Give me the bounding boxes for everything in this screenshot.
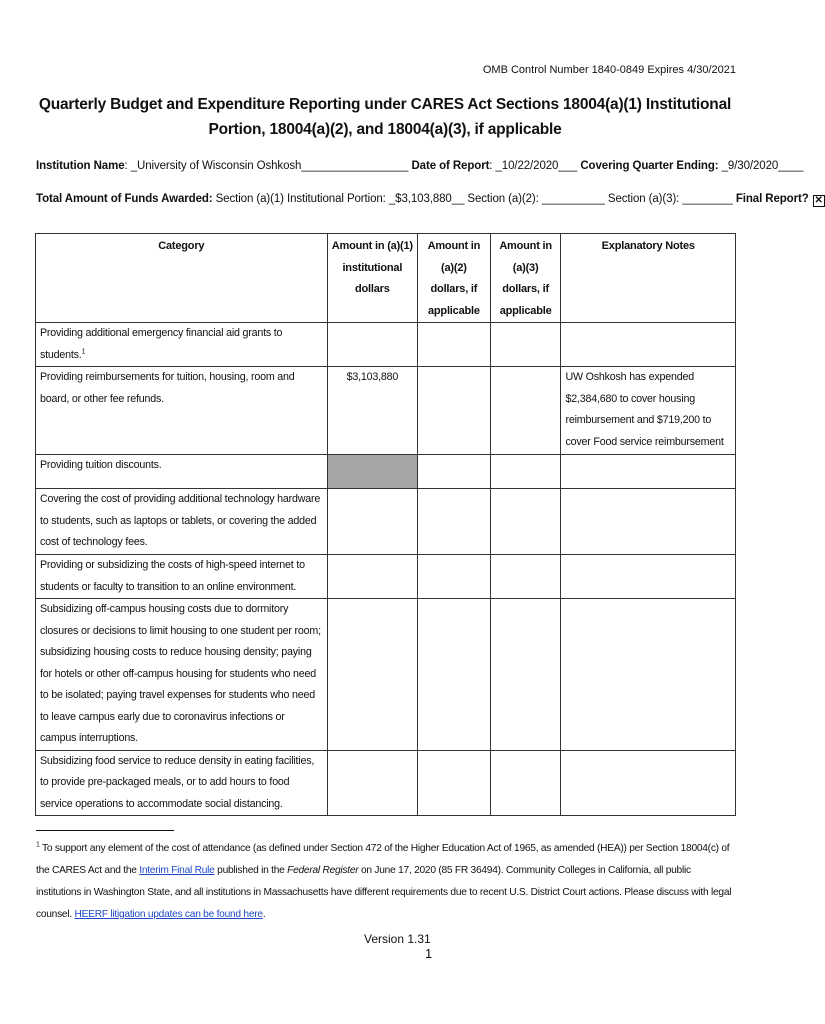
footnote [36,838,738,926]
footnote-marker: 1 [36,841,40,849]
date-of-report-label: Date of Report [411,160,490,172]
interim-final-rule-link[interactable]: Interim Final Rule [139,865,215,876]
category-cell: Providing reimbursements for tuition, housing, room and board, or other fee refunds. [36,367,328,455]
amount-a3-cell[interactable] [490,489,561,555]
funds-awarded-line [36,193,825,206]
footnote-text: published in the [214,865,288,876]
notes-cell[interactable] [561,489,736,555]
institution-name-value: : _University of Wisconsin Oshkosh_________________ [124,160,409,172]
footnote-text: on June 17, 2020 (85 FR 36494). Community Colleges in California, all public institutions in Washington State, and all institutions in Massachusetts have different requirements due to recent U.S. District Court actions. Please discuss with legal counsel. [36,865,732,920]
footnote-divider [36,830,174,831]
footnote-ref: 1 [81,347,86,355]
date-of-report-value: : _10/22/2020___ [489,160,578,172]
amount-a2-cell[interactable] [418,599,491,751]
amount-a3-cell[interactable] [490,323,561,367]
funds-sections-text: Section (a)(1) Institutional Portion: _$3,103,880__ Section (a)(2): __________ Section (a)(3): ________ [212,193,733,205]
footnote-text: . [262,909,266,920]
version-label: Version 1.31 [364,932,431,946]
table-row [36,750,736,816]
category-cell: Subsidizing off-campus housing costs due to dormitory closures or decisions to limit housing to one student per room; subsidizing housing costs to reduce housing density; paying for hotels or other off-campus housing for students who need to be isolated; paying travel expenses for students who need to leave campus early due to coronavirus infections or campus interruptions. [36,599,328,751]
footnote-text: To support any element of the cost of attendance (as defined under Section 472 of the Higher Education Act of 1965, as amended (HEA)) per Section 18004(c) of the CARES Act and the [36,843,730,876]
amount-a1-cell[interactable] [327,555,417,599]
institution-name-label: Institution Name [36,160,125,172]
amount-a2-cell[interactable] [418,367,491,455]
table-row [36,599,736,751]
header-amount-a2: Amount in (a)(2) dollars, if applicable [418,234,491,323]
quarter-ending-label: Covering Quarter Ending: [580,160,719,172]
table-row [36,455,736,489]
header-category: Category [36,234,328,323]
notes-cell[interactable] [561,750,736,816]
notes-cell[interactable] [561,455,736,489]
amount-a2-cell[interactable] [418,489,491,555]
amount-a1-cell-shaded [327,455,417,489]
category-cell: Providing or subsidizing the costs of high-speed internet to students or faculty to transition to an online environment. [36,555,328,599]
table-row [36,367,736,455]
category-cell: Subsidizing food service to reduce density in eating facilities, to provide pre-packaged meals, or to add hours to food service operations to accommodate social distancing. [36,750,328,816]
federal-register-italic: Federal Register [287,865,359,876]
amount-a1-cell[interactable] [327,489,417,555]
amount-a2-cell[interactable] [418,555,491,599]
final-report-checkbox[interactable]: ✕ [814,195,823,206]
notes-cell[interactable] [561,323,736,367]
amount-a3-cell[interactable] [490,750,561,816]
final-report-label: Final Report? [732,193,809,205]
funds-awarded-label: Total Amount of Funds Awarded: [36,193,213,205]
table-row [36,555,736,599]
heerf-litigation-link[interactable]: HEERF litigation updates can be found here [74,909,263,920]
institution-line [36,160,803,172]
page-title: Quarterly Budget and Expenditure Reporting under CARES Act Sections 18004(a)(1) Institutional Portion, 18004(a)(2), and 18004(a)(3), if applicable [38,96,732,138]
budget-table [35,233,736,816]
amount-a3-cell[interactable] [490,367,561,455]
notes-cell[interactable]: UW Oshkosh has expended $2,384,680 to cover housing reimbursement and $719,200 to cover Food service reimbursement [561,367,736,455]
amount-a1-cell[interactable] [327,599,417,751]
header-amount-a3: Amount in (a)(3) dollars, if applicable [490,234,561,323]
page-number: 1 [425,946,433,961]
category-cell: Providing tuition discounts. [36,455,328,489]
amount-a1-cell[interactable]: $3,103,880 [327,367,417,455]
amount-a3-cell[interactable] [490,455,561,489]
table-row [36,489,736,555]
amount-a2-cell[interactable] [418,455,491,489]
amount-a1-cell[interactable] [327,750,417,816]
amount-a3-cell[interactable] [490,599,561,751]
amount-a1-cell[interactable] [327,323,417,367]
notes-cell[interactable] [561,599,736,751]
category-cell: Providing additional emergency financial aid grants to students.$^1$ [36,323,328,367]
table-row [36,323,736,367]
omb-control-number: OMB Control Number 1840-0849 Expires 4/30/2021 [482,64,736,76]
header-amount-a1: Amount in (a)(1) institutional dollars [327,234,417,323]
quarter-ending-value: _9/30/2020____ [718,160,804,172]
category-cell: Covering the cost of providing additional technology hardware to students, such as laptops or tablets, or covering the added cost of technology fees. [36,489,328,555]
amount-a3-cell[interactable] [490,555,561,599]
amount-a2-cell[interactable] [418,750,491,816]
notes-cell[interactable] [561,555,736,599]
table-header-row [36,234,736,323]
amount-a2-cell[interactable] [418,323,491,367]
header-explanatory-notes: Explanatory Notes [561,234,736,323]
